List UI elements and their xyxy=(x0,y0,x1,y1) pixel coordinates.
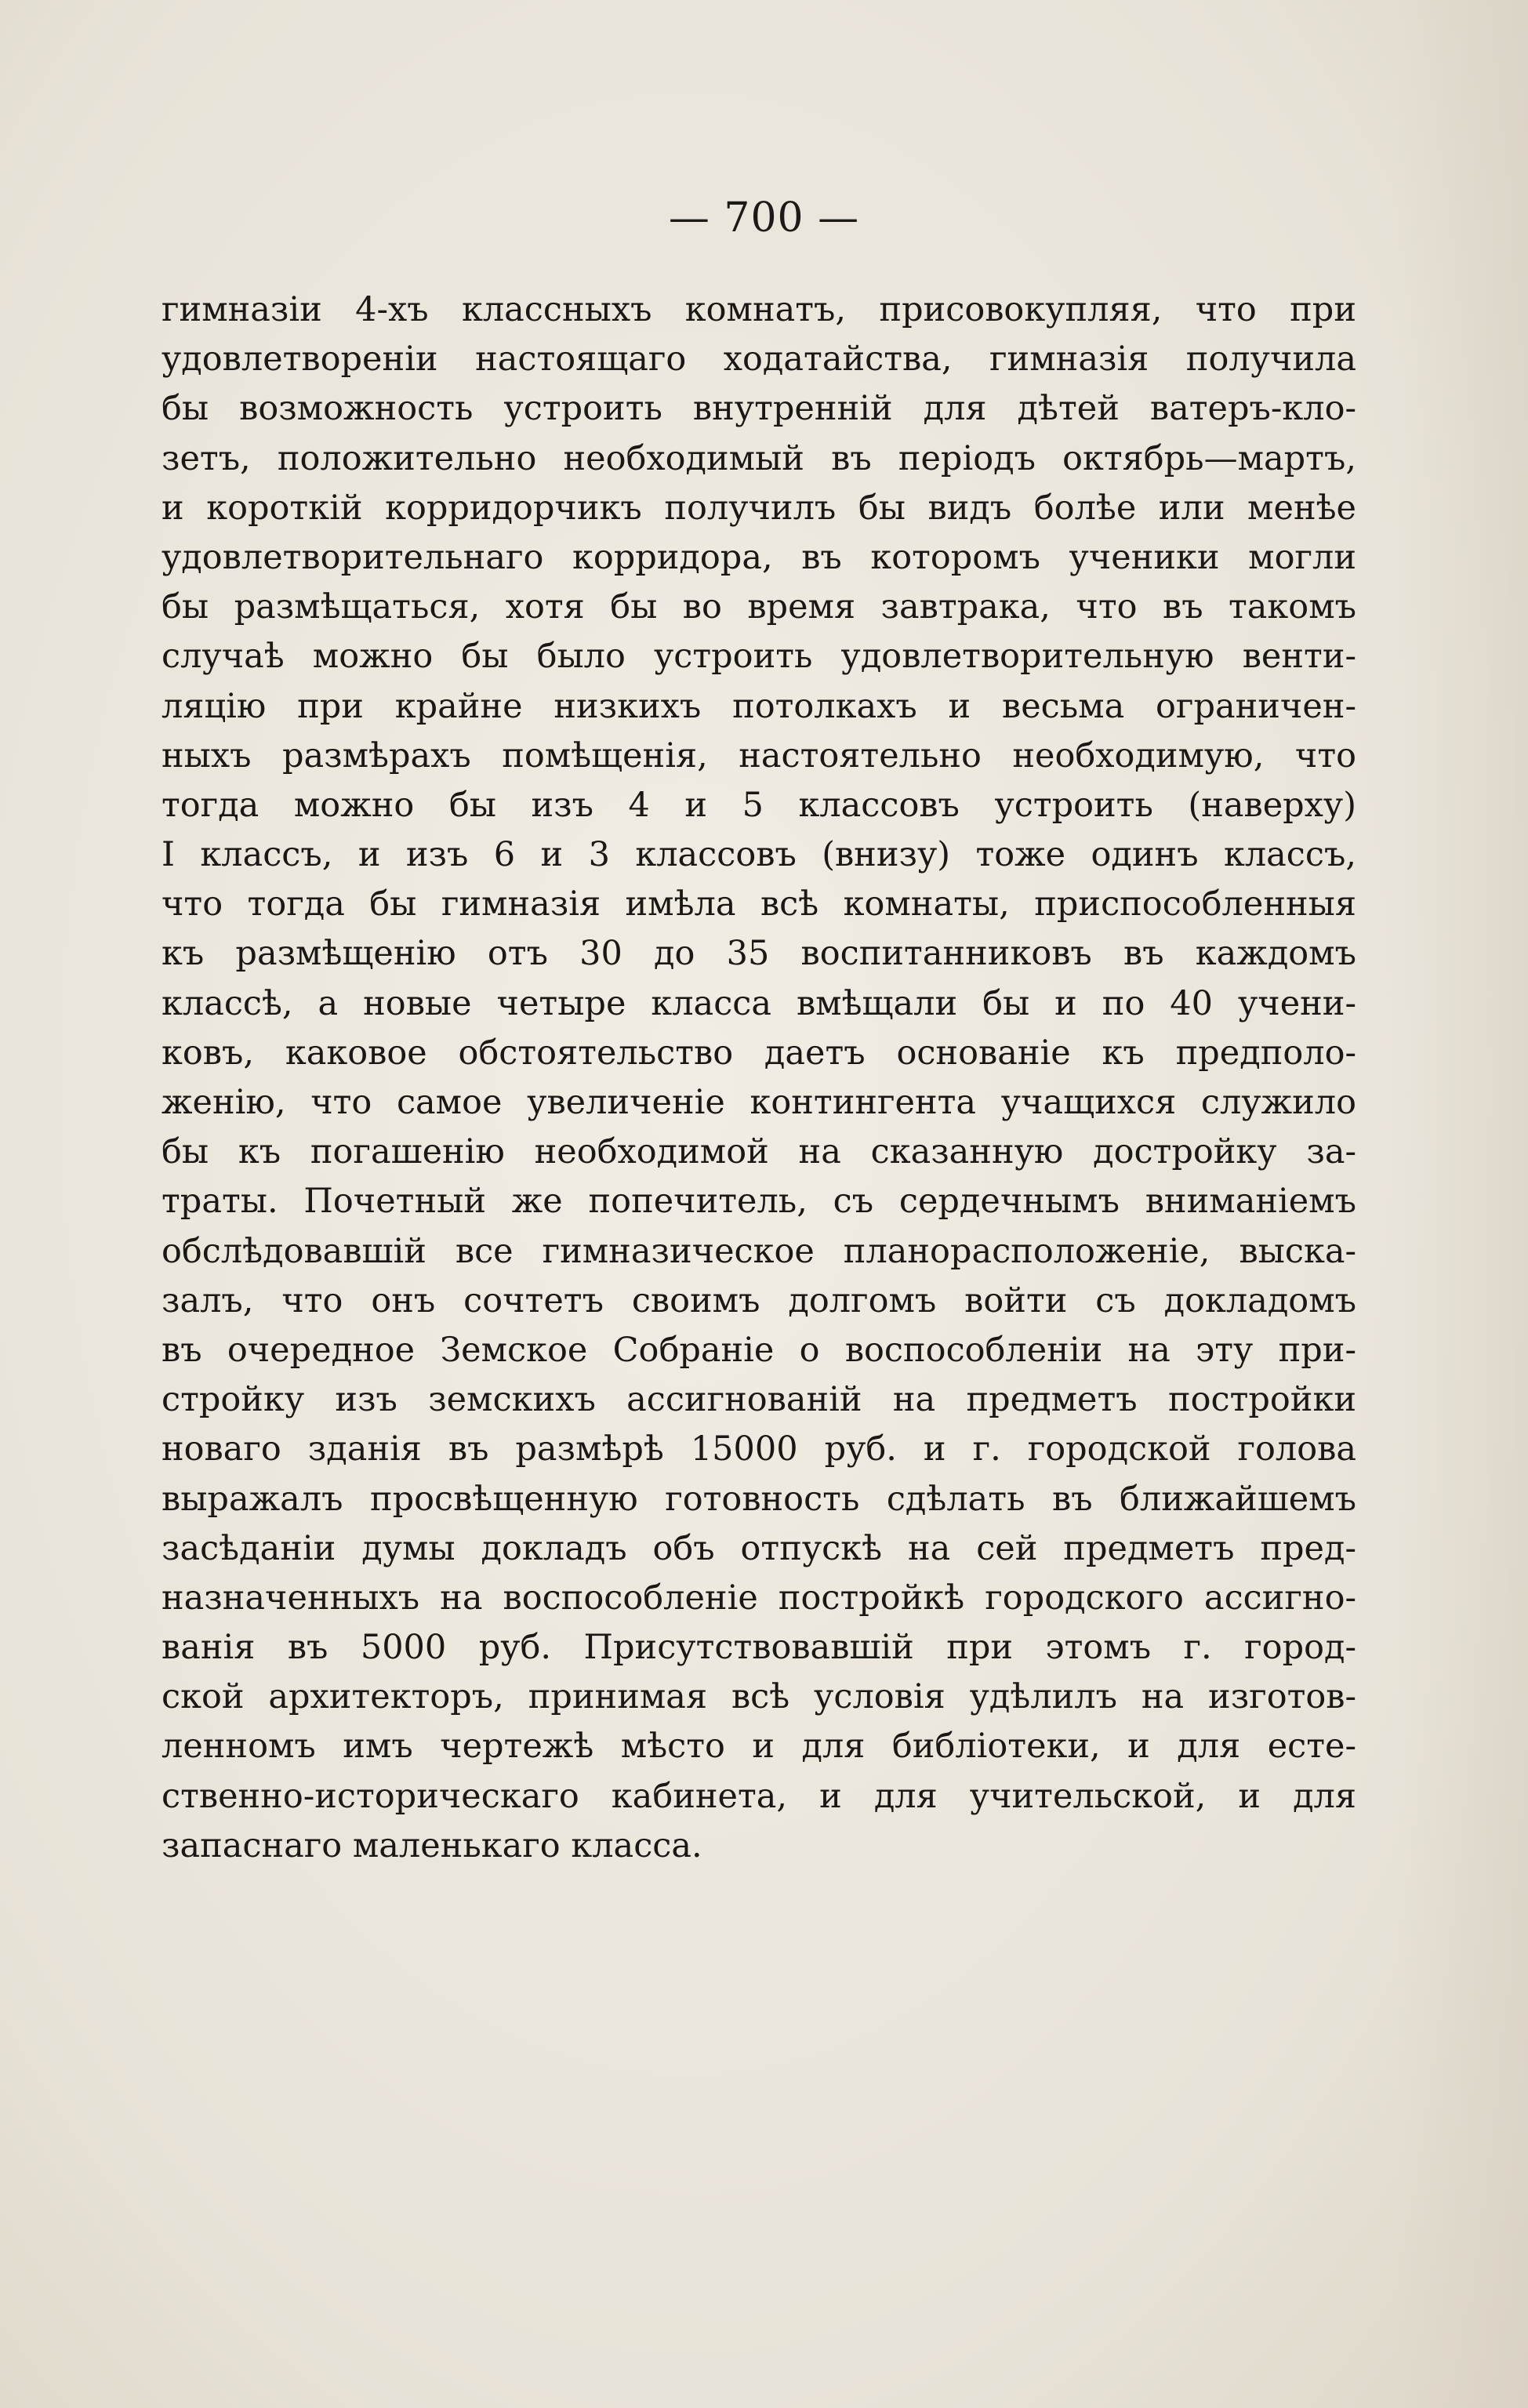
text-line: въ очередное Земское Собраніе о воспособленіи на эту при- xyxy=(162,1330,1356,1370)
text-line: обслѣдовавшій все гимназическое планорасположеніе, выска- xyxy=(162,1231,1356,1271)
text-line: I классъ, и изъ 6 и 3 классовъ (внизу) тоже одинъ классъ, xyxy=(162,835,1356,875)
text-line: новаго зданія въ размѣрѣ 15000 руб. и г. городской голова xyxy=(162,1429,1356,1469)
page-number: — 700 — xyxy=(668,194,860,242)
text-line: стройку изъ земскихъ ассигнованій на предметъ постройки xyxy=(162,1380,1356,1420)
page-edge-shadow xyxy=(1395,0,1528,2408)
text-line: ковъ, каковое обстоятельство даетъ основаніе къ предполо- xyxy=(162,1033,1356,1073)
body-text xyxy=(162,285,1356,1871)
text-line: гимназіи 4-хъ классныхъ комнатъ, присовокупляя, что при xyxy=(162,290,1356,329)
text-line: ской архитекторъ, принимая всѣ условія удѣлилъ на изготов- xyxy=(162,1677,1356,1717)
text-line: къ размѣщенію отъ 30 до 35 воспитанниковъ въ каждомъ xyxy=(162,934,1356,974)
text-line: запаснаго маленькаго класса. xyxy=(162,1825,702,1865)
text-line: бы возможность устроить внутренній для дѣтей ватеръ-кло- xyxy=(162,389,1356,429)
text-line: удовлетворительнаго корридора, въ которомъ ученики могли xyxy=(162,537,1356,577)
text-line: траты. Почетный же попечитель, съ сердечнымъ вниманіемъ xyxy=(162,1182,1356,1222)
text-line: бы размѣщаться, хотя бы во время завтрака, что въ такомъ xyxy=(162,587,1356,627)
text-line: классѣ, а новые четыре класса вмѣщали бы и по 40 учени- xyxy=(162,983,1356,1023)
text-line: ванія въ 5000 руб. Присутствовавшій при этомъ г. город- xyxy=(162,1628,1356,1668)
text-line: ленномъ имъ чертежѣ мѣсто и для библіотеки, и для есте- xyxy=(162,1727,1356,1767)
text-line: ныхъ размѣрахъ помѣщенія, настоятельно необходимую, что xyxy=(162,735,1356,775)
text-line: ственно-историческаго кабинета, и для учительской, и для xyxy=(162,1776,1356,1816)
text-line: случаѣ можно бы было устроить удовлетворительную венти- xyxy=(162,637,1356,677)
text-line: тогда можно бы изъ 4 и 5 классовъ устроить (наверху) xyxy=(162,785,1356,825)
text-line: засѣданіи думы докладъ объ отпускѣ на сей предметъ пред- xyxy=(162,1528,1356,1568)
text-line: что тогда бы гимназія имѣла всѣ комнаты, приспособленныя xyxy=(162,884,1356,924)
text-line: назначенныхъ на воспособленіе постройкѣ городского ассигно- xyxy=(162,1578,1356,1618)
text-line: залъ, что онъ сочтетъ своимъ долгомъ войти съ докладомъ xyxy=(162,1280,1356,1320)
text-line: женію, что самое увеличеніе контингента учащихся служило xyxy=(162,1083,1356,1122)
text-line: выражалъ просвѣщенную готовность сдѣлать въ ближайшемъ xyxy=(162,1479,1356,1519)
text-line: зетъ, положительно необходимый въ періодъ октябрь—мартъ, xyxy=(162,438,1356,478)
text-line: бы къ погашенію необходимой на сказанную достройку за- xyxy=(162,1132,1356,1172)
text-line: удовлетвореніи настоящаго ходатайства, гимназія получила xyxy=(162,340,1356,380)
text-line: ляцію при крайне низкихъ потолкахъ и весьма ограничен- xyxy=(162,686,1356,726)
text-line: и короткій корридорчикъ получилъ бы видъ болѣе или менѣе xyxy=(162,488,1356,528)
